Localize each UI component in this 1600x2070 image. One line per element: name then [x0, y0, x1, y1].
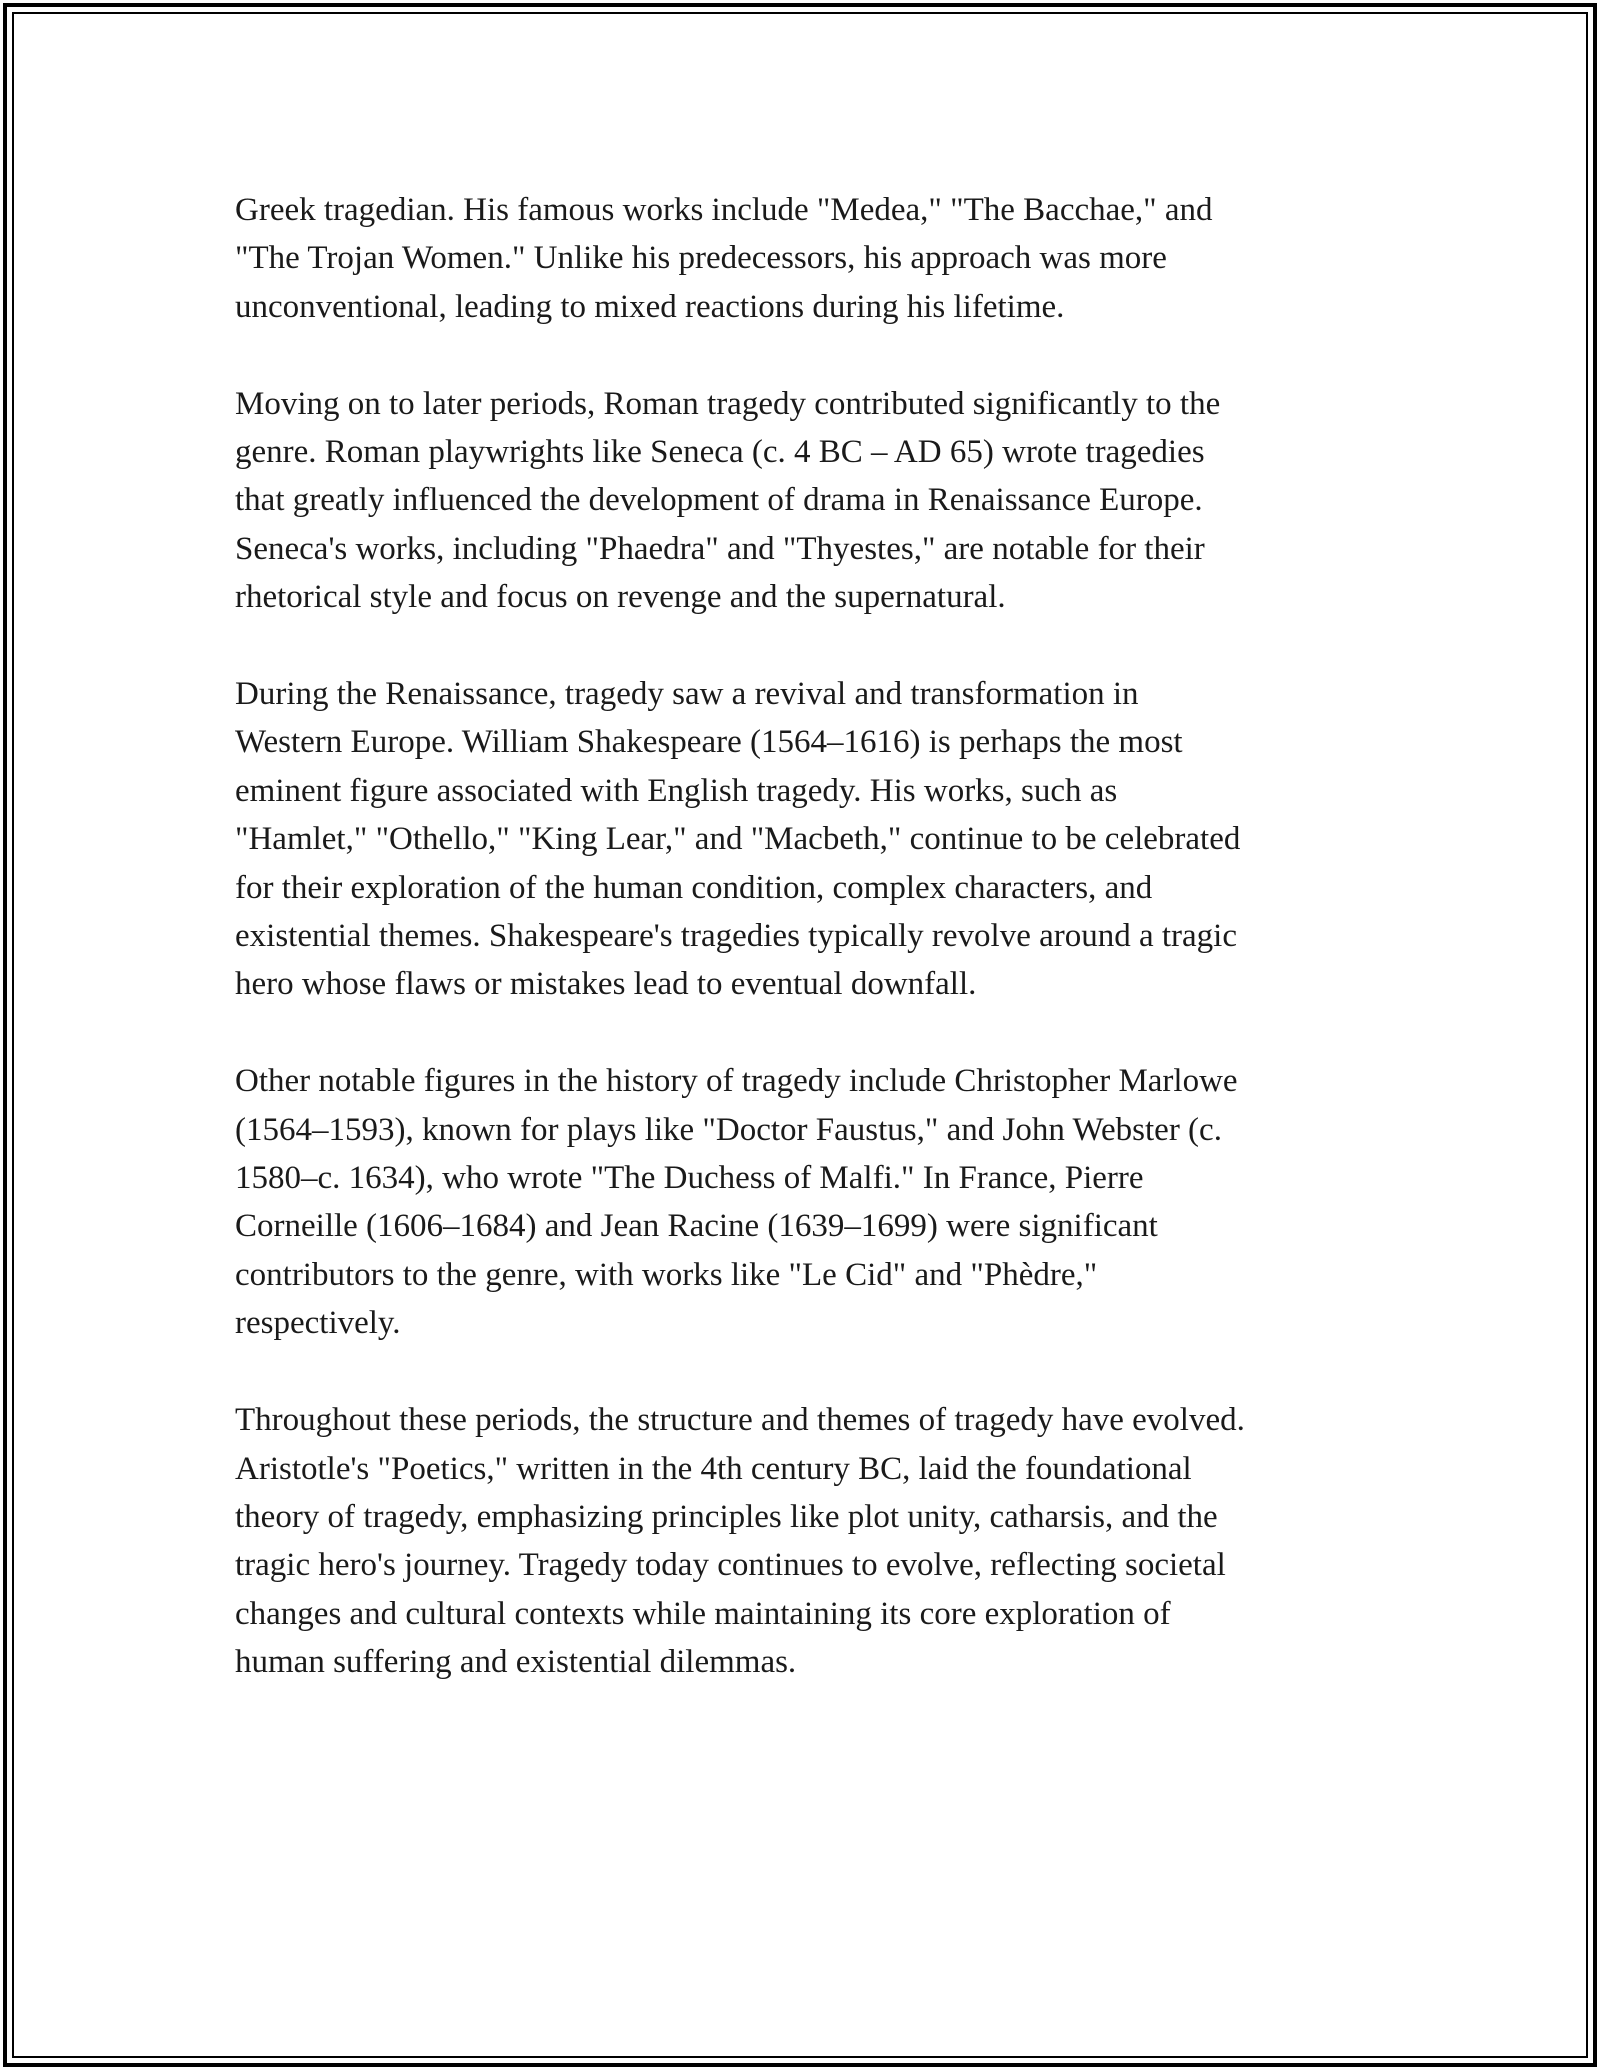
text-line: "Hamlet," "Othello," "King Lear," and "Macbeth," continue to be celebrated [235, 821, 1241, 858]
text-line: human suffering and existential dilemmas. [235, 1644, 797, 1681]
paragraph-renaissance [235, 670, 1385, 1009]
text-line: rhetorical style and focus on revenge and the supernatural. [235, 579, 1006, 616]
text-line: Throughout these periods, the structure and themes of tragedy have evolved. [235, 1402, 1245, 1439]
text-line: contributors to the genre, with works like "Le Cid" and "Phèdre," [235, 1256, 1098, 1293]
text-line: theory of tragedy, emphasizing principles like plot unity, catharsis, and the [235, 1498, 1218, 1535]
text-line: 1580–c. 1634), who wrote "The Duchess of Malfi." In France, Pierre [235, 1160, 1144, 1197]
text-line: Western Europe. William Shakespeare (1564–1616) is perhaps the most [235, 724, 1183, 761]
text-line: Moving on to later periods, Roman tragedy contributed significantly to the [235, 385, 1221, 422]
paragraph-roman-tragedy [235, 380, 1385, 622]
text-line: genre. Roman playwrights like Seneca (c. 4 BC – AD 65) wrote tragedies [235, 434, 1205, 471]
text-line: respectively. [235, 1305, 401, 1342]
text-line: eminent figure associated with English tragedy. His works, such as [235, 772, 1118, 809]
text-line: Greek tragedian. His famous works include "Medea," "The Bacchae," and [235, 192, 1213, 228]
text-line: Aristotle's "Poetics," written in the 4th century BC, laid the foundational [235, 1450, 1192, 1487]
text-line: hero whose flaws or mistakes lead to eventual downfall. [235, 966, 977, 1003]
text-line: tragic hero's journey. Tragedy today continues to evolve, reflecting societal [235, 1547, 1226, 1584]
text-line: for their exploration of the human condition, complex characters, and [235, 869, 1153, 906]
text-line: "The Trojan Women." Unlike his predecessors, his approach was more [235, 240, 1167, 277]
text-line: During the Renaissance, tragedy saw a revival and transformation in [235, 676, 1139, 713]
text-line: Seneca's works, including "Phaedra" and "Thyestes," are notable for their [235, 530, 1205, 567]
paragraph-other-figures [235, 1057, 1385, 1347]
text-line: Corneille (1606–1684) and Jean Racine (1639–1699) were significant [235, 1208, 1158, 1245]
text-line: that greatly influenced the development of drama in Renaissance Europe. [235, 482, 1203, 519]
text-line: (1564–1593), known for plays like "Doctor Faustus," and John Webster (c. [235, 1111, 1222, 1148]
text-line: unconventional, leading to mixed reactions during his lifetime. [235, 288, 1065, 325]
text-line: Other notable figures in the history of tragedy include Christopher Marlowe [235, 1063, 1238, 1100]
paragraph-euripides [235, 186, 1385, 331]
text-line: existential themes. Shakespeare's tragedies typically revolve around a tragic [235, 918, 1237, 955]
paragraph-evolution [235, 1396, 1385, 1686]
text-line: changes and cultural contexts while maintaining its core exploration of [235, 1595, 1171, 1632]
page-content [235, 186, 1385, 1735]
